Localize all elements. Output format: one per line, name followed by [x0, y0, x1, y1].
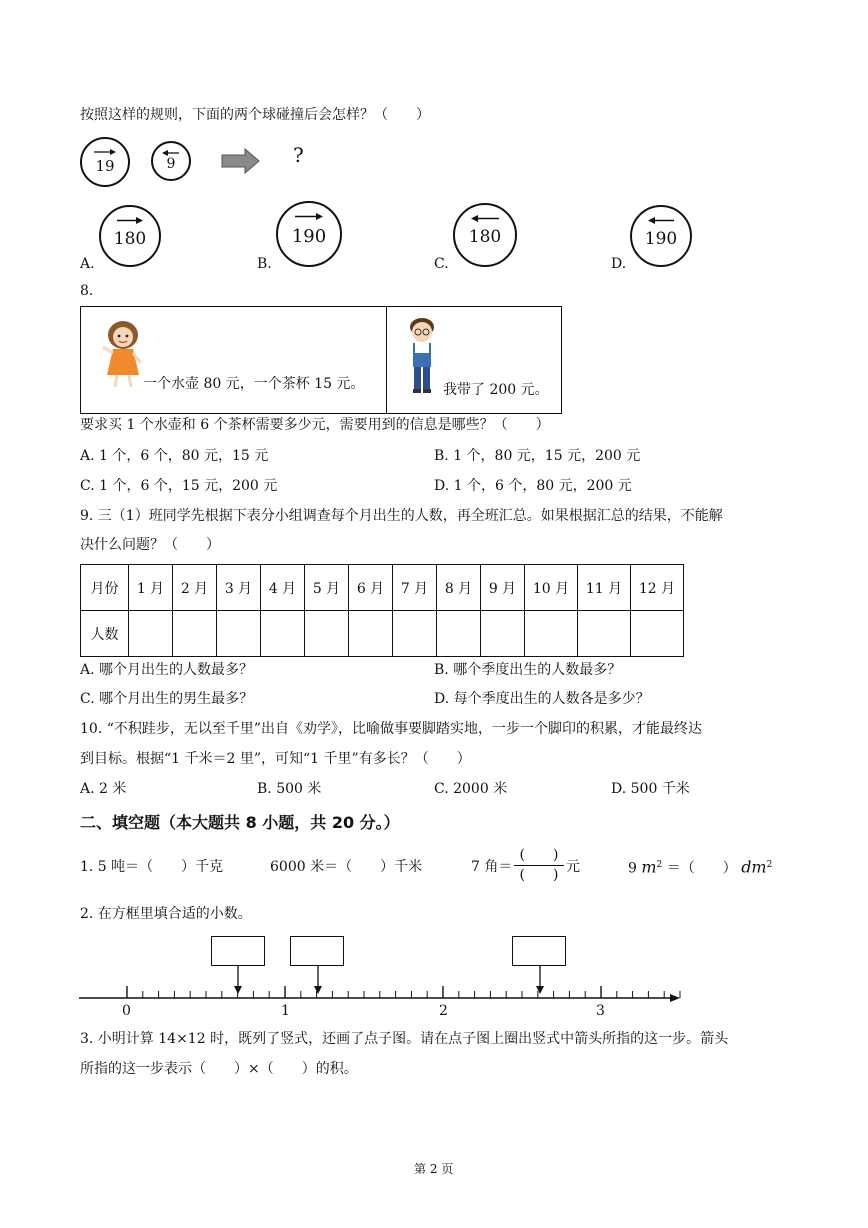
q9-option-a: A. 哪个月出生的人数最多？ — [80, 662, 254, 678]
q10-line1: 10. “不积跬步，无以至千里”出自《劝学》，比喻做事要脚踏实地，一步一个脚印的积累，才能最终达 — [80, 721, 703, 737]
q7-option-b-ball — [276, 201, 342, 267]
count-cell[interactable] — [349, 611, 393, 657]
count-cell[interactable] — [173, 611, 217, 657]
month-cell: 12 月 — [631, 565, 684, 611]
q8-option-d: D. 1 个，6 个，80 元，200 元 — [434, 478, 632, 494]
count-cell[interactable] — [129, 611, 173, 657]
arrow-left-icon — [647, 216, 675, 225]
month-cell: 6 月 — [349, 565, 393, 611]
boy-illustration — [405, 315, 439, 397]
q8-girl-speech: 一个水壶 80 元，一个茶杯 15 元。 — [143, 376, 365, 392]
q7-option-a-ball — [99, 205, 161, 267]
month-cell: 3 月 — [217, 565, 261, 611]
month-cell: 2 月 — [173, 565, 217, 611]
q10-line2: 到目标。根据“1 千米＝2 里”，可知“1 千里”有多长？（ ） — [80, 751, 471, 767]
arrow-right-icon — [116, 216, 144, 225]
axis-arrow-icon — [670, 994, 680, 1002]
fill1-part3-left: 7 角＝ — [471, 859, 513, 875]
q7-prompt: 按照这样的规则，下面的两个球碰撞后会怎样？（ ） — [80, 107, 430, 123]
q7-option-b-letter: B. — [257, 256, 272, 272]
month-cell: 9 月 — [481, 565, 525, 611]
q7-option-c-ball — [453, 203, 517, 267]
count-cell[interactable] — [481, 611, 525, 657]
q8-question: 要求买 1 个水壶和 6 个茶杯需要多少元，需要用到的信息是哪些？（ ） — [80, 417, 550, 433]
q9-option-b: B. 哪个季度出生的人数最多？ — [434, 662, 622, 678]
arrow-left-icon — [470, 214, 500, 223]
fraction-numerator[interactable]: ( ) — [519, 847, 559, 863]
q9-line2: 决什么问题？（ ） — [80, 537, 220, 553]
pointer-arrow-icon — [314, 986, 322, 994]
month-cell: 1 月 — [129, 565, 173, 611]
count-cell[interactable] — [217, 611, 261, 657]
tick-label-1: 1 — [281, 1003, 290, 1019]
fraction-denominator[interactable]: ( ) — [519, 867, 559, 883]
fraction — [514, 847, 564, 884]
fill3-line2: 所指的这一步表示（ ）×（ ）的积。 — [80, 1061, 358, 1077]
month-cell: 11 月 — [578, 565, 631, 611]
q9-option-d: D. 每个季度出生的人数各是多少？ — [434, 691, 650, 707]
fill1-part4-mid: ＝（ ） — [666, 860, 737, 877]
q10-option-c: C. 2000 米 — [434, 781, 508, 797]
q8-girl-cell — [81, 307, 387, 414]
q7-option-d-ball — [630, 205, 692, 267]
count-cell[interactable] — [525, 611, 578, 657]
count-cell[interactable] — [261, 611, 305, 657]
month-header-label: 月份 — [81, 565, 129, 611]
fraction-bar — [514, 865, 564, 866]
fill3-line1: 3. 小明计算 14×12 时，既列了竖式，还画了点子图。请在点子图上圈出竖式中箭头所指的这一步。箭头 — [80, 1031, 729, 1047]
girl-illustration — [99, 319, 147, 391]
fill1-part2: 6000 米＝（ ）千米 — [270, 859, 423, 875]
arrow-right-icon — [294, 212, 324, 221]
q10-option-b: B. 500 米 — [257, 781, 322, 797]
month-cell: 5 月 — [305, 565, 349, 611]
q8-option-a: A. 1 个，6 个，80 元，15 元 — [80, 448, 269, 464]
q8-boy-cell — [387, 307, 562, 414]
month-cell: 7 月 — [393, 565, 437, 611]
tick-label-2: 2 — [439, 1003, 448, 1019]
q7-option-d-letter: D. — [611, 256, 627, 272]
page-number: 第 2 页 — [414, 1162, 454, 1176]
q8-number: 8. — [80, 283, 94, 299]
fill1-part1: 1. 5 吨＝（ ）千克 — [80, 859, 224, 875]
ball-right-value: 9 — [166, 156, 176, 172]
ball-left — [80, 137, 130, 187]
count-cell[interactable] — [437, 611, 481, 657]
q8-boy-speech: 我带了 200 元。 — [443, 382, 549, 398]
q7-option-b-value: 190 — [291, 226, 327, 247]
unit-m: m — [641, 857, 657, 877]
answer-box[interactable] — [211, 936, 265, 966]
q10-option-a: A. 2 米 — [80, 781, 127, 797]
gray-arrow-icon — [221, 148, 261, 174]
answer-box[interactable] — [290, 936, 344, 966]
pointer-arrow-icon — [234, 986, 242, 994]
q7-option-d-value: 190 — [644, 229, 678, 249]
pointer-arrow-icon — [536, 986, 544, 994]
q7-option-a-letter: A. — [80, 256, 95, 272]
count-row-label: 人数 — [81, 611, 129, 657]
sup: 2 — [766, 860, 773, 870]
tick-label-3: 3 — [596, 1003, 605, 1019]
q8-option-b: B. 1 个，80 元，15 元，200 元 — [434, 448, 641, 464]
fill1-part4 — [628, 856, 772, 878]
q8-scene-table — [80, 306, 562, 414]
ball-left-value: 19 — [95, 157, 115, 175]
question-mark: ? — [293, 143, 304, 167]
fill1-part3-unit: 元 — [566, 859, 580, 875]
sup: 2 — [656, 860, 663, 870]
q9-line1: 9. 三（1）班同学先根据下表分小组调查每个月出生的人数，再全班汇总。如果根据汇总的结果，不能解 — [80, 508, 723, 524]
fill2-text: 2. 在方框里填合适的小数。 — [80, 906, 252, 922]
q10-option-d: D. 500 千米 — [611, 781, 690, 797]
q7-option-c-value: 180 — [468, 227, 502, 247]
month-cell: 8 月 — [437, 565, 481, 611]
q7-option-c-letter: C. — [434, 256, 449, 272]
answer-box[interactable] — [512, 936, 566, 966]
count-cell[interactable] — [393, 611, 437, 657]
arrow-right-icon — [93, 148, 117, 156]
ball-right — [151, 141, 191, 181]
unit-dm: dm — [741, 857, 767, 877]
tick-label-0: 0 — [122, 1003, 131, 1019]
count-cell[interactable] — [305, 611, 349, 657]
month-cell: 10 月 — [525, 565, 578, 611]
section-title: 二、填空题（本大题共 8 小题，共 20 分。） — [80, 813, 400, 832]
month-table — [80, 564, 684, 657]
q8-option-c: C. 1 个，6 个，15 元，200 元 — [80, 478, 278, 494]
count-cell[interactable] — [578, 611, 631, 657]
fill1-part4-number: 9 — [628, 860, 637, 877]
month-cell: 4 月 — [261, 565, 305, 611]
count-cell[interactable] — [631, 611, 684, 657]
q7-option-a-value: 180 — [113, 229, 147, 249]
q9-option-c: C. 哪个月出生的男生最多？ — [80, 691, 254, 707]
